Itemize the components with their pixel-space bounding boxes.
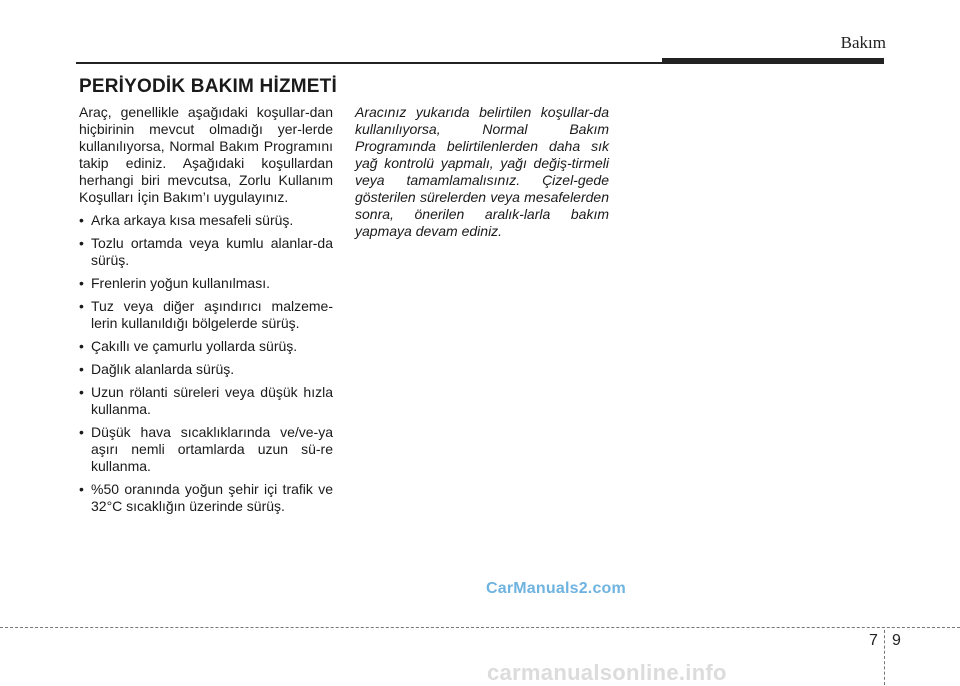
right-column <box>355 104 609 240</box>
italic-note: Aracınız yukarıda belirtilen koşullar-da kullanılıyorsa, Normal Bakım Programında belirtilenlerden daha sık yağ kontrolü yapmalı, yağı değiş-tirmeli veya tamamlamalısınız. Çizel-gede gösterilen sürelerden veya mesafelerden sonra, önerilen aralık-larla bakım yapmaya devam ediniz. <box>355 104 609 239</box>
footer-divider <box>0 627 960 628</box>
conditions-list <box>79 212 333 515</box>
list-item: • Tozlu ortamda veya kumlu alanlar-da sürüş. <box>79 235 333 269</box>
list-item: • Arka arkaya kısa mesafeli sürüş. <box>79 212 333 229</box>
header-rule <box>76 62 672 64</box>
page-number-divider <box>884 630 885 685</box>
list-item: • Tuz veya diğer aşındırıcı malzeme-lerin kullanıldığı bölgelerde sürüş. <box>79 298 333 332</box>
watermark-link[interactable]: CarManuals2.com <box>486 580 626 597</box>
list-item: • %50 oranında yoğun şehir içi trafik ve 32°C sıcaklığın üzerinde sürüş. <box>79 481 333 515</box>
list-item: • Frenlerin yoğun kullanılması. <box>79 275 333 292</box>
list-item: • Uzun rölanti süreleri veya düşük hızla kullanma. <box>79 384 333 418</box>
header-rule-accent <box>662 58 884 64</box>
left-column <box>79 104 333 521</box>
page-chapter: 7 <box>869 632 878 649</box>
list-item: • Düşük hava sıcaklıklarında ve/ve-ya aşırı nemli ortamlarda uzun sü-re kullanma. <box>79 424 333 475</box>
intro-paragraph: Araç, genellikle aşağıdaki koşullar-dan hiçbirinin mevcut olmadığı yer-lerde kullanılıyorsa, Normal Bakım Programını takip ediniz. Aşağıdaki koşullardan herhangi biri mevcutsa, Zorlu Kullanım Koşulları İçin Bakım’ı uygulayınız. <box>79 104 333 205</box>
list-item: • Çakıllı ve çamurlu yollarda sürüş. <box>79 338 333 355</box>
list-item: • Dağlık alanlarda sürüş. <box>79 361 333 378</box>
section-title: PERİYODİK BAKIM HİZMETİ <box>79 76 337 97</box>
footer-watermark: carmanualsonline.info <box>487 660 727 685</box>
page-number: 9 <box>892 632 901 649</box>
header-title: Bakım <box>840 33 886 52</box>
